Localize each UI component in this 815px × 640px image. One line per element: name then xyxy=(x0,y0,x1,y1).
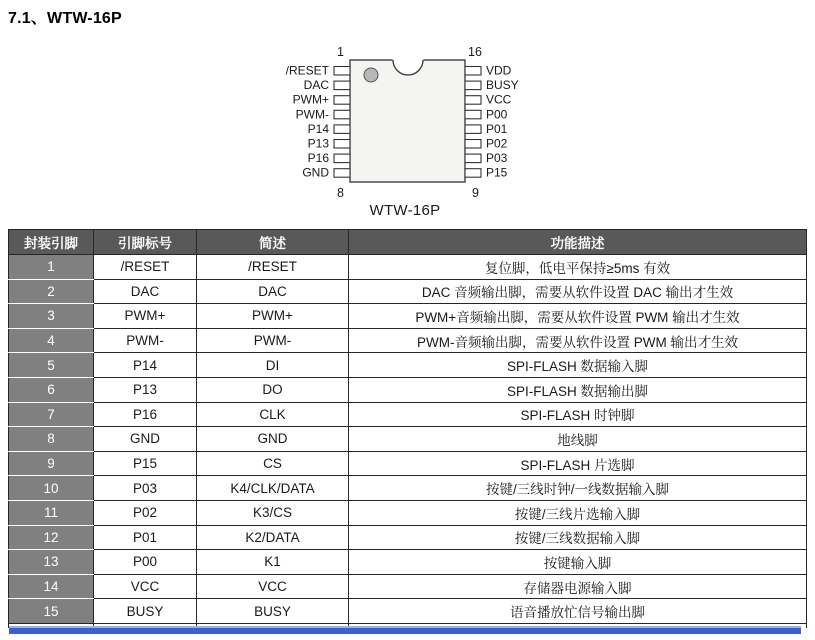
cell-short: DI xyxy=(197,353,349,378)
pin-stub-left xyxy=(334,81,350,90)
pin-label-left: P13 xyxy=(307,136,329,151)
table-row xyxy=(9,304,807,329)
cell-label: PWM- xyxy=(94,328,197,353)
cell-label: P14 xyxy=(94,353,197,378)
cell-desc: DAC 音频输出脚，需要从软件设置 DAC 输出才生效 xyxy=(349,279,807,304)
table-row xyxy=(9,500,807,525)
pin1-dot-icon xyxy=(364,68,378,82)
cell-pin: 3 xyxy=(9,304,94,329)
cell-label: P15 xyxy=(94,451,197,476)
cell-desc: 按键/三线数据输入脚 xyxy=(349,525,807,550)
pin-label-right: VDD xyxy=(486,63,512,78)
cell-desc: SPI-FLASH 数据输出脚 xyxy=(349,377,807,402)
column-header: 简述 xyxy=(197,230,349,255)
pin-label-right: BUSY xyxy=(486,78,519,93)
pin-stub-left xyxy=(334,125,350,133)
cell-desc: 按键输入脚 xyxy=(349,550,807,575)
pin-stub-left xyxy=(334,110,350,119)
cell-pin: 10 xyxy=(9,476,94,501)
pin-stub-left xyxy=(334,169,350,178)
cell-desc: PWM-音频输出脚，需要从软件设置 PWM 输出才生效 xyxy=(349,328,807,353)
table-row xyxy=(9,377,807,402)
cell-short: CLK xyxy=(197,402,349,427)
cell-pin: 1 xyxy=(9,255,94,280)
cell-label: P03 xyxy=(94,476,197,501)
table-header-row xyxy=(9,230,807,255)
cell-label: VCC xyxy=(94,574,197,599)
pin-stub-right xyxy=(465,110,481,119)
pin-stub-right xyxy=(465,140,481,149)
page-title: 7.1、WTW-16P xyxy=(8,10,122,27)
pin-label-left: /RESET xyxy=(285,63,329,78)
cell-desc: 按键/三线片选输入脚 xyxy=(349,500,807,525)
cell-pin: 14 xyxy=(9,574,94,599)
cell-label: PWM+ xyxy=(94,304,197,329)
table-row xyxy=(9,255,807,280)
pin-label-right: P15 xyxy=(486,165,508,180)
cell-short: DO xyxy=(197,377,349,402)
cell-label: GND xyxy=(94,427,197,452)
cell-short: CS xyxy=(197,451,349,476)
cell-pin: 5 xyxy=(9,353,94,378)
cell-label: P00 xyxy=(94,550,197,575)
pin-number-top-left: 1 xyxy=(337,45,344,59)
pin-label-left: PWM- xyxy=(295,107,329,122)
pin-label-right: P02 xyxy=(486,136,508,151)
table-row xyxy=(9,402,807,427)
pin-stub-right xyxy=(465,67,481,76)
cell-label: P02 xyxy=(94,500,197,525)
cell-desc: SPI-FLASH 时钟脚 xyxy=(349,402,807,427)
cell-desc: 按键/三线时钟/一线数据输入脚 xyxy=(349,476,807,501)
cell-desc: PWM+音频输出脚，需要从软件设置 PWM 输出才生效 xyxy=(349,304,807,329)
cell-label: P13 xyxy=(94,377,197,402)
cell-label: BUSY xyxy=(94,599,197,624)
pin-label-right: P01 xyxy=(486,121,508,136)
table-row xyxy=(9,353,807,378)
cell-pin: 7 xyxy=(9,402,94,427)
cell-pin: 4 xyxy=(9,328,94,353)
table-row xyxy=(9,550,807,575)
cell-short: VCC xyxy=(197,574,349,599)
cell-desc: 地线脚 xyxy=(349,427,807,452)
pin-label-right: P03 xyxy=(486,151,508,166)
table-row xyxy=(9,279,807,304)
cell-label: DAC xyxy=(94,279,197,304)
cell-pin: 13 xyxy=(9,550,94,575)
pin-stub-left xyxy=(334,96,350,105)
table-row xyxy=(9,525,807,550)
table-row xyxy=(9,599,807,624)
pin-stub-right xyxy=(465,125,481,133)
cell-short: K2/DATA xyxy=(197,525,349,550)
cell-pin: 15 xyxy=(9,599,94,624)
pin-number-bottom-right: 9 xyxy=(472,186,479,200)
pin-number-top-right: 16 xyxy=(468,45,482,59)
cell-short: K3/CS xyxy=(197,500,349,525)
cell-label: /RESET xyxy=(94,255,197,280)
chip-diagram xyxy=(280,40,530,219)
cell-label: P16 xyxy=(94,402,197,427)
pin-stub-left xyxy=(334,140,350,149)
cell-short: PWM- xyxy=(197,328,349,353)
cell-label: P01 xyxy=(94,525,197,550)
cell-desc: 复位脚，低电平保持≥5ms 有效 xyxy=(349,255,807,280)
pin-label-right: VCC xyxy=(486,92,512,107)
cell-pin: 12 xyxy=(9,525,94,550)
cell-pin: 8 xyxy=(9,427,94,452)
pin-stub-right xyxy=(465,169,481,178)
pin-stub-right xyxy=(465,154,481,163)
pin-label-left: GND xyxy=(302,165,329,180)
column-header: 封装引脚 xyxy=(9,230,94,255)
chip-diagram-svg xyxy=(280,40,530,200)
pin-stub-left xyxy=(334,67,350,76)
cell-short: /RESET xyxy=(197,255,349,280)
pin-number-bottom-left: 8 xyxy=(337,186,344,200)
pin-label-left: P16 xyxy=(307,151,329,166)
pin-label-right: P00 xyxy=(486,107,508,122)
cell-desc: 语音播放忙信号输出脚 xyxy=(349,599,807,624)
table-row xyxy=(9,574,807,599)
cell-short: K4/CLK/DATA xyxy=(197,476,349,501)
cell-short: GND xyxy=(197,427,349,452)
pin-label-left: P14 xyxy=(307,121,329,136)
page-break-bar xyxy=(9,626,801,634)
pin-label-left: DAC xyxy=(303,78,329,93)
column-header: 引脚标号 xyxy=(94,230,197,255)
cell-desc: 存储器电源输入脚 xyxy=(349,574,807,599)
pin-function-table xyxy=(8,229,807,628)
cell-short: PWM+ xyxy=(197,304,349,329)
pin-label-left: PWM+ xyxy=(292,92,329,107)
cell-short: K1 xyxy=(197,550,349,575)
chip-caption: WTW-16P xyxy=(369,202,441,219)
table-row xyxy=(9,328,807,353)
cell-pin: 9 xyxy=(9,451,94,476)
table-row xyxy=(9,476,807,501)
table-row xyxy=(9,427,807,452)
cell-pin: 2 xyxy=(9,279,94,304)
pin-stub-right xyxy=(465,81,481,90)
cell-pin: 6 xyxy=(9,377,94,402)
cell-pin: 11 xyxy=(9,500,94,525)
cell-desc: SPI-FLASH 数据输入脚 xyxy=(349,353,807,378)
column-header: 功能描述 xyxy=(349,230,807,255)
cell-desc: SPI-FLASH 片选脚 xyxy=(349,451,807,476)
pin-stub-right xyxy=(465,96,481,105)
table-row xyxy=(9,451,807,476)
cell-short: BUSY xyxy=(197,599,349,624)
cell-short: DAC xyxy=(197,279,349,304)
pin-stub-left xyxy=(334,154,350,163)
